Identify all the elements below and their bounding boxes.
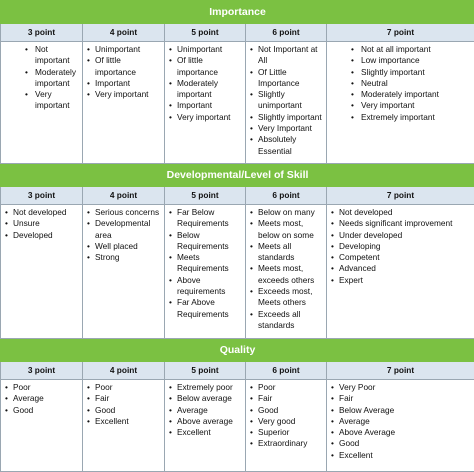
scale-option: • Well placed bbox=[87, 241, 162, 252]
scale-option: • Low importance bbox=[331, 55, 472, 66]
scale-option: • Below average bbox=[169, 393, 243, 404]
scale-values-cell bbox=[246, 42, 327, 164]
scale-option: • Moderately important bbox=[331, 89, 472, 100]
scale-values-cell bbox=[327, 205, 474, 339]
scale-values-cell bbox=[165, 42, 246, 164]
rating-scales-body bbox=[1, 1, 474, 472]
scale-option: • Fair bbox=[250, 393, 324, 404]
scale-option-list bbox=[1, 44, 82, 112]
scale-option-list bbox=[327, 207, 474, 286]
scale-option: • Very important bbox=[5, 89, 80, 112]
scale-header-cell: 5 point bbox=[165, 24, 246, 42]
scale-option: • Serious concerns bbox=[87, 207, 162, 218]
section-header-quality bbox=[1, 339, 474, 362]
scale-option-list bbox=[165, 382, 245, 438]
scale-option: • Not developed bbox=[331, 207, 472, 218]
scale-option: • Under developed bbox=[331, 230, 472, 241]
scale-header-cell: 7 point bbox=[327, 362, 474, 380]
scale-option: • Meets Requirements bbox=[169, 252, 243, 275]
scale-header-cell: 5 point bbox=[165, 362, 246, 380]
scale-header-cell: 3 point bbox=[1, 362, 83, 380]
scale-option: • Developing bbox=[331, 241, 472, 252]
scale-option: • Very Important bbox=[250, 123, 324, 134]
scale-option: • Moderately important bbox=[169, 78, 243, 101]
scale-option: • Strong bbox=[87, 252, 162, 263]
scale-option: • Slightly important bbox=[250, 112, 324, 123]
scale-option: • Unimportant bbox=[169, 44, 243, 55]
scale-option-list bbox=[83, 382, 164, 427]
scale-option: • Good bbox=[87, 405, 162, 416]
scale-option: • Poor bbox=[5, 382, 80, 393]
section-title-quality: Quality bbox=[1, 339, 474, 362]
scale-option-list bbox=[1, 382, 82, 416]
scale-option: • Developed bbox=[5, 230, 80, 241]
scale-option: • Unimportant bbox=[87, 44, 162, 55]
scale-option: • Not Important at All bbox=[250, 44, 324, 67]
scale-option: • Far Below Requirements bbox=[169, 207, 243, 230]
scale-option: • Average bbox=[331, 416, 472, 427]
scale-option: • Expert bbox=[331, 275, 472, 286]
scale-option: • Very important bbox=[169, 112, 243, 123]
scale-values-cell bbox=[246, 205, 327, 339]
scale-option: • Absolutely Essential bbox=[250, 134, 324, 157]
scale-values-cell bbox=[165, 205, 246, 339]
section-header-importance bbox=[1, 1, 474, 24]
scale-option: • Fair bbox=[331, 393, 472, 404]
scale-option: • Not developed bbox=[5, 207, 80, 218]
scale-option-list bbox=[83, 207, 164, 263]
scale-option: • Good bbox=[5, 405, 80, 416]
scale-header-cell: 6 point bbox=[246, 362, 327, 380]
scale-option: • Of little importance bbox=[87, 55, 162, 78]
scale-option: • Slightly unimportant bbox=[250, 89, 324, 112]
scale-option: • Above Average bbox=[331, 427, 472, 438]
scale-option-list bbox=[1, 207, 82, 241]
scale-option: • Poor bbox=[250, 382, 324, 393]
scale-values-row-importance bbox=[1, 42, 474, 164]
scale-option: • Meets all standards bbox=[250, 241, 324, 264]
scale-header-cell: 4 point bbox=[83, 187, 165, 205]
scale-option: • Below on many bbox=[250, 207, 324, 218]
scale-option: • Meets most, exceeds others bbox=[250, 263, 324, 286]
scale-option-list bbox=[327, 382, 474, 461]
scale-option: • Fair bbox=[87, 393, 162, 404]
scale-option: • Important bbox=[169, 100, 243, 111]
scale-option: • Important bbox=[87, 78, 162, 89]
scale-option-list bbox=[83, 44, 164, 100]
scale-header-cell: 7 point bbox=[327, 187, 474, 205]
scale-option-list bbox=[327, 44, 474, 123]
scale-values-cell bbox=[1, 42, 83, 164]
scale-header-cell: 6 point bbox=[246, 24, 327, 42]
scale-option: • Meets most, below on some bbox=[250, 218, 324, 241]
scale-option: • Below Average bbox=[331, 405, 472, 416]
scale-values-cell bbox=[83, 42, 165, 164]
scale-values-cell bbox=[83, 205, 165, 339]
scale-option: • Exceeds all standards bbox=[250, 309, 324, 332]
scale-option-list bbox=[165, 44, 245, 123]
section-header-skill bbox=[1, 164, 474, 187]
scale-option: • Extraordinary bbox=[250, 438, 324, 449]
scale-option: • Slightly important bbox=[331, 67, 472, 78]
scale-option: • Poor bbox=[87, 382, 162, 393]
scale-header-cell: 3 point bbox=[1, 187, 83, 205]
scale-option: • Unsure bbox=[5, 218, 80, 229]
scale-header-cell: 5 point bbox=[165, 187, 246, 205]
scale-option-list bbox=[246, 207, 326, 331]
scale-option: • Below Requirements bbox=[169, 230, 243, 253]
scale-option: • Extremely important bbox=[331, 112, 472, 123]
scale-values-cell bbox=[1, 205, 83, 339]
scale-option: • Of little importance bbox=[169, 55, 243, 78]
scale-header-row-skill bbox=[1, 187, 474, 205]
scale-header-cell: 6 point bbox=[246, 187, 327, 205]
scale-option: • Competent bbox=[331, 252, 472, 263]
scale-option: • Average bbox=[5, 393, 80, 404]
scale-option: • Of Little Importance bbox=[250, 67, 324, 90]
scale-option: • Excellent bbox=[87, 416, 162, 427]
scale-option: • Superior bbox=[250, 427, 324, 438]
scale-option: • Average bbox=[169, 405, 243, 416]
scale-option: • Not important bbox=[5, 44, 80, 67]
scale-option: • Above requirements bbox=[169, 275, 243, 298]
scale-option: • Very Poor bbox=[331, 382, 472, 393]
scale-option-list bbox=[246, 44, 326, 157]
scale-option: • Good bbox=[250, 405, 324, 416]
scale-option: • Advanced bbox=[331, 263, 472, 274]
scale-option: • Neutral bbox=[331, 78, 472, 89]
scale-option: • Developmental area bbox=[87, 218, 162, 241]
scale-option: • Not at all important bbox=[331, 44, 472, 55]
section-title-importance: Importance bbox=[1, 1, 474, 24]
scale-header-row-quality bbox=[1, 362, 474, 380]
scale-header-cell: 7 point bbox=[327, 24, 474, 42]
scale-option: • Very important bbox=[331, 100, 472, 111]
scale-values-cell bbox=[327, 42, 474, 164]
scale-option: • Needs significant improvement bbox=[331, 218, 472, 229]
section-title-skill: Developmental/Level of Skill bbox=[1, 164, 474, 187]
scale-option: • Far Above Requirements bbox=[169, 297, 243, 320]
scale-header-cell: 3 point bbox=[1, 24, 83, 42]
scale-option-list bbox=[246, 382, 326, 450]
scale-values-row-skill bbox=[1, 205, 474, 339]
scale-option: • Above average bbox=[169, 416, 243, 427]
scale-option: • Extremely poor bbox=[169, 382, 243, 393]
scale-option: • Excellent bbox=[169, 427, 243, 438]
scale-header-cell: 4 point bbox=[83, 24, 165, 42]
scale-header-cell: 4 point bbox=[83, 362, 165, 380]
scale-option: • Moderately important bbox=[5, 67, 80, 90]
scale-header-row-importance bbox=[1, 24, 474, 42]
scale-option: • Very good bbox=[250, 416, 324, 427]
scale-option-list bbox=[165, 207, 245, 320]
scale-option: • Very important bbox=[87, 89, 162, 100]
scale-option: • Good bbox=[331, 438, 472, 449]
scale-option: • Excellent bbox=[331, 450, 472, 461]
scale-option: • Exceeds most, Meets others bbox=[250, 286, 324, 309]
